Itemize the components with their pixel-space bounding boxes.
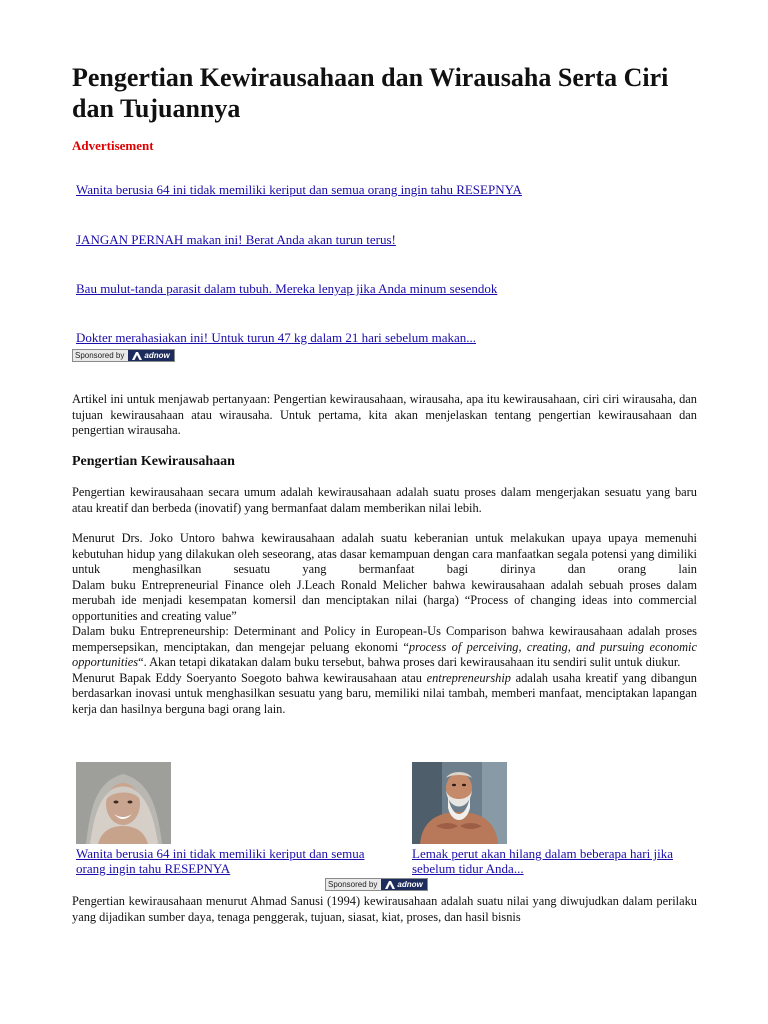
european-us-text-a: Dalam buku Entrepreneurship: Determinant and Policy in European-Us Comparison bahwa kewirausahaan adalah proses mempersepsikan, menciptakan, dan mengejar peluang ekonomi “ xyxy=(72,624,697,654)
sponsored-text-2: Sponsored by xyxy=(326,879,381,890)
ad-link-4[interactable]: Dokter merahasiakan ini! Untuk turun 47 kg dalam 21 hari sebelum makan... xyxy=(76,330,477,345)
quotes-block xyxy=(72,531,697,717)
eddy-soegoto-paragraph xyxy=(72,671,697,718)
sponsored-by-badge[interactable] xyxy=(72,349,175,362)
european-us-text-b: “. Akan tetapi dikatakan dalam buku tersebut, bahwa proses dari kewirausahaan itu sendiri sulit untuk diukur. xyxy=(138,655,681,669)
intro-paragraph: Artikel ini untuk menjawab pertanyaan: Pengertian kewirausahaan, wirausaha, apa itu kewirausahaan, ciri ciri wirausaha, dan tujuan kewirausahaan atau wirausaha. Untuk pertama, kita akan menjelaskan tentang pengertian kewirausahaan dan pengertian wirausaha. xyxy=(72,392,697,437)
ad-link-2[interactable]: JANGAN PERNAH makan ini! Berat Anda akan turun terus! xyxy=(76,232,396,247)
leach-melicher-paragraph: Dalam buku Entrepreneurial Finance oleh J.Leach Ronald Melicher bahwa kewirausahaan adalah sebuah proses dalam merubah ide menjadi kesempatan komersil dan menciptakan nilai (harga) “Process of changing ideas into commercial opportunities and creating value” xyxy=(72,577,697,623)
adnow-mark-icon xyxy=(132,352,142,360)
ad-link-1[interactable]: Wanita berusia 64 ini tidak memiliki keriput dan semua orang ingin tahu RESEPNYA xyxy=(76,182,522,197)
european-us-paragraph xyxy=(72,624,697,671)
adnow-logo xyxy=(128,350,173,361)
section-heading: Pengertian Kewirausahaan xyxy=(72,454,235,469)
sponsored-by-badge-2[interactable] xyxy=(325,878,428,891)
eddy-text-b: adalah usaha kreatif yang dibangun berdasarkan inovasi untuk menghasilkan sesuatu yang baru, memiliki nilai tambah, memberi manfaat, menciptakan lapangan kerja dan hasilnya berguna bagi orang lain. xyxy=(72,670,697,716)
adnow-mark-icon-2 xyxy=(385,881,395,889)
sponsored-text: Sponsored by xyxy=(73,350,128,361)
adnow-logo-2 xyxy=(381,879,426,890)
european-us-italic: process of perceiving, creating, and pursuing economic opportunities xyxy=(72,639,697,669)
ad-card-1-photo[interactable] xyxy=(76,762,171,844)
adnow-brand-text: adnow xyxy=(144,351,170,360)
adnow-brand-text-2: adnow xyxy=(397,880,423,889)
ad-card-1-caption[interactable]: Wanita berusia 64 ini tidak memiliki keriput dan semua orang ingin tahu RESEPNYA xyxy=(76,846,365,876)
eddy-text-a: Menurut Bapak Eddy Soeryanto Soegoto bahwa kewirausahaan atau xyxy=(72,670,427,685)
article-title: Pengertian Kewirausahaan dan Wirausaha Serta Ciri dan Tujuannya xyxy=(72,63,669,123)
ad-card-1[interactable] xyxy=(76,762,386,876)
ahmad-sanusi-paragraph: Pengertian kewirausahaan menurut Ahmad Sanusi (1994) kewirausahaan adalah suatu nilai yang diwujudkan dalam perilaku yang dijadikan sumber daya, tenaga penggerak, tujuan, siasat, kiat, proses, dan hasil bisnis xyxy=(72,894,697,924)
eddy-italic: entrepreneurship xyxy=(426,670,512,685)
joko-untoro-paragraph: Menurut Drs. Joko Untoro bahwa kewirausahaan adalah suatu keberanian untuk melakukan upaya upaya memenuhi kebutuhan hidup yang dilakukan oleh seseorang, atas dasar kemampuan dengan cara manfaatkan segala potensi yang dimiliki untuk menghasilkan sesuatu yang bermanfaat bagi dirinya dan orang lain xyxy=(72,531,697,576)
ad-link-3[interactable]: Bau mulut-tanda parasit dalam tubuh. Mereka lenyap jika Anda minum sesendok xyxy=(76,281,498,296)
advertisement-label: Advertisement xyxy=(72,138,154,153)
definition-paragraph: Pengertian kewirausahaan secara umum adalah kewirausahaan adalah suatu proses dalam mengerjakan sesuatu yang baru atau kreatif dan berbeda (inovatif) yang bermanfaat dalam memberikan nilai lebih. xyxy=(72,485,697,515)
ad-card-2[interactable] xyxy=(412,762,702,876)
ad-card-2-photo[interactable] xyxy=(412,762,507,844)
ad-card-2-caption[interactable]: Lemak perut akan hilang dalam beberapa hari jika sebelum tidur Anda... xyxy=(412,846,673,876)
